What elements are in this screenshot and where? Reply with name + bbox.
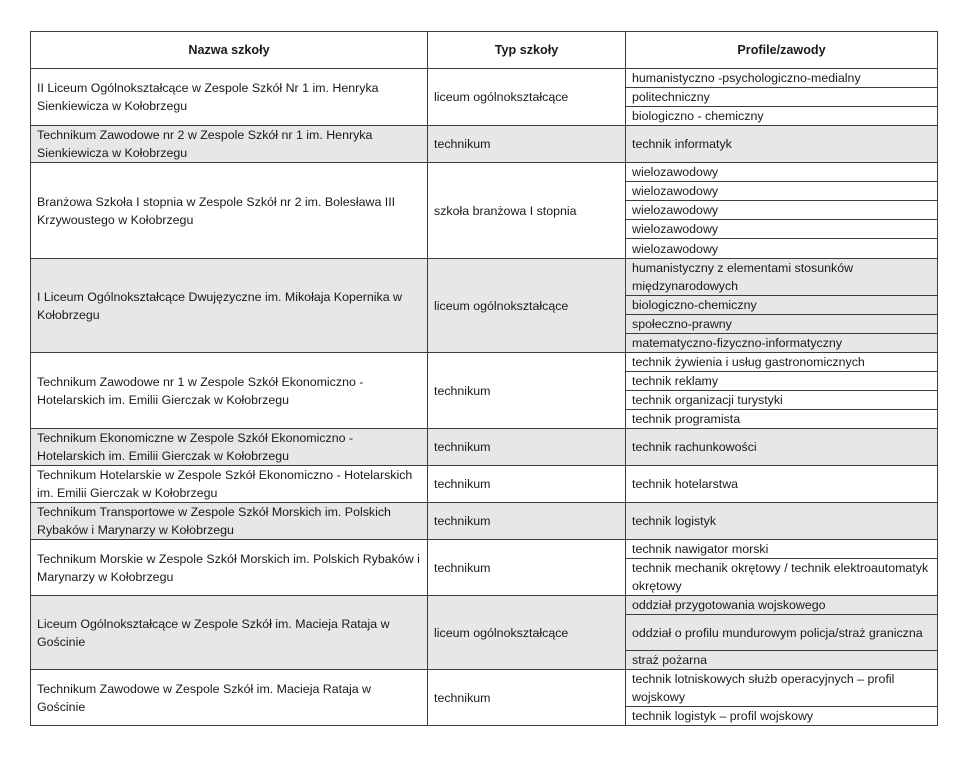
profile-cell: technik rachunkowości (626, 429, 938, 466)
profile-cell: wielozawodowy (626, 182, 938, 201)
school-name-cell: Technikum Transportowe w Zespole Szkół Morskich im. Polskich Rybaków i Marynarzy w Kołobrzegu (31, 503, 428, 540)
school-name-cell: II Liceum Ogólnokształcące w Zespole Szkół Nr 1 im. Henryka Sienkiewicza w Kołobrzegu (31, 69, 428, 126)
profile-cell: społeczno-prawny (626, 315, 938, 334)
profile-cell: technik mechanik okrętowy / technik elektroautomatyk okrętowy (626, 559, 938, 596)
table-row (31, 69, 938, 88)
profile-cell: technik logistyk – profil wojskowy (626, 707, 938, 726)
school-name-cell: Technikum Hotelarskie w Zespole Szkół Ekonomiczno - Hotelarskich im. Emilii Gierczak w Kołobrzegu (31, 466, 428, 503)
header-profiles: Profile/zawody (626, 32, 938, 69)
school-name-cell: Technikum Morskie w Zespole Szkół Morskich im. Polskich Rybaków i Marynarzy w Kołobrzegu (31, 540, 428, 596)
table-row (31, 429, 938, 466)
profile-cell: wielozawodowy (626, 163, 938, 182)
profile-cell: technik reklamy (626, 372, 938, 391)
profile-cell: matematyczno-fizyczno-informatyczny (626, 334, 938, 353)
profile-cell: humanistyczny z elementami stosunków międzynarodowych (626, 259, 938, 296)
school-type-cell: technikum (428, 670, 626, 726)
table-row (31, 670, 938, 707)
profile-cell: technik hotelarstwa (626, 466, 938, 503)
school-name-cell: Liceum Ogólnokształcące w Zespole Szkół im. Macieja Rataja w Gościnie (31, 596, 428, 670)
table-row (31, 163, 938, 182)
school-type-cell: szkoła branżowa I stopnia (428, 163, 626, 259)
school-type-cell: technikum (428, 429, 626, 466)
table-row (31, 353, 938, 372)
profile-cell: technik żywienia i usług gastronomicznych (626, 353, 938, 372)
table-row (31, 466, 938, 503)
school-name-cell: Technikum Zawodowe nr 1 w Zespole Szkół Ekonomiczno - Hotelarskich im. Emilii Gierczak w Kołobrzegu (31, 353, 428, 429)
school-name-cell: Technikum Zawodowe nr 2 w Zespole Szkół nr 1 im. Henryka Sienkiewicza w Kołobrzegu (31, 126, 428, 163)
profile-cell: oddział przygotowania wojskowego (626, 596, 938, 615)
school-name-cell: Branżowa Szkoła I stopnia w Zespole Szkół nr 2 im. Bolesława III Krzywoustego w Kołobrzegu (31, 163, 428, 259)
school-name-cell: Technikum Ekonomiczne w Zespole Szkół Ekonomiczno - Hotelarskich im. Emilii Gierczak w Kołobrzegu (31, 429, 428, 466)
school-type-cell: technikum (428, 540, 626, 596)
profile-cell: politechniczny (626, 88, 938, 107)
profile-cell: oddział o profilu mundurowym policja/straż graniczna (626, 615, 938, 651)
schools-body (31, 69, 938, 726)
profile-cell: technik lotniskowych służb operacyjnych – profil wojskowy (626, 670, 938, 707)
school-type-cell: liceum ogólnokształcące (428, 596, 626, 670)
header-school-name: Nazwa szkoły (31, 32, 428, 69)
school-type-cell: liceum ogólnokształcące (428, 69, 626, 126)
school-name-cell: Technikum Zawodowe w Zespole Szkół im. Macieja Rataja w Gościnie (31, 670, 428, 726)
profile-cell: technik programista (626, 410, 938, 429)
profile-cell: biologiczno-chemiczny (626, 296, 938, 315)
school-type-cell: technikum (428, 503, 626, 540)
profile-cell: technik organizacji turystyki (626, 391, 938, 410)
school-name-cell: I Liceum Ogólnokształcące Dwujęzyczne im. Mikołaja Kopernika w Kołobrzegu (31, 259, 428, 353)
profile-cell: technik logistyk (626, 503, 938, 540)
school-type-cell: technikum (428, 353, 626, 429)
table-row (31, 259, 938, 296)
table-row (31, 596, 938, 615)
table-row (31, 503, 938, 540)
profile-cell: technik nawigator morski (626, 540, 938, 559)
header-school-type: Typ szkoły (428, 32, 626, 69)
table-row (31, 540, 938, 559)
profile-cell: biologiczno - chemiczny (626, 107, 938, 126)
header-row (31, 32, 938, 69)
table-row (31, 126, 938, 163)
profile-cell: wielozawodowy (626, 201, 938, 220)
school-type-cell: technikum (428, 126, 626, 163)
school-type-cell: technikum (428, 466, 626, 503)
school-type-cell: liceum ogólnokształcące (428, 259, 626, 353)
profile-cell: wielozawodowy (626, 239, 938, 259)
schools-table (30, 31, 938, 726)
profile-cell: technik informatyk (626, 126, 938, 163)
profile-cell: straż pożarna (626, 651, 938, 670)
profile-cell: humanistyczno -psychologiczno-medialny (626, 69, 938, 88)
profile-cell: wielozawodowy (626, 220, 938, 239)
